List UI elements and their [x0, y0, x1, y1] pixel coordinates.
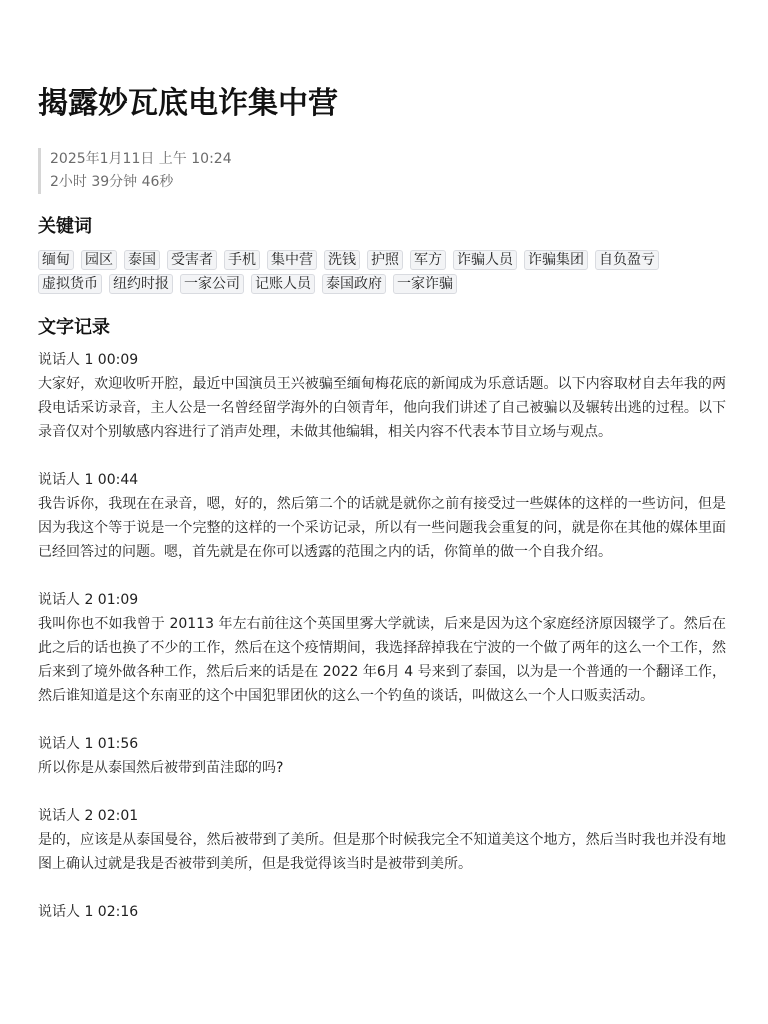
keyword-tag: 泰国 [124, 250, 160, 270]
keyword-tag: 集中营 [267, 250, 317, 270]
keyword-tag: 护照 [367, 250, 403, 270]
speaker-timestamp: 说话人 1 00:44 [38, 472, 139, 488]
keyword-tag: 纽约时报 [109, 274, 173, 294]
keyword-tag: 缅甸 [38, 250, 74, 270]
keyword-tag: 洗钱 [324, 250, 360, 270]
speaker-timestamp: 说话人 2 01:09 [38, 592, 139, 608]
keyword-tag: 诈骗人员 [453, 250, 517, 270]
transcript-heading: 文字记录 [38, 317, 110, 338]
keyword-tag: 记账人员 [251, 274, 315, 294]
keyword-tag: 泰国政府 [322, 274, 386, 294]
keyword-tag: 一家公司 [180, 274, 244, 294]
keyword-tag: 手机 [224, 250, 260, 270]
speaker-timestamp: 说话人 1 01:56 [38, 736, 139, 752]
meta-block [38, 148, 730, 194]
transcript-list [38, 348, 730, 924]
speaker-timestamp: 说话人 2 02:01 [38, 808, 139, 824]
transcript-entry [38, 732, 730, 780]
keyword-tag: 自负盈亏 [595, 250, 659, 270]
transcript-entry [38, 348, 730, 444]
transcript-text: 大家好，欢迎收听开腔，最近中国演员王兴被骗至缅甸梅花底的新闻成为乐意话题。以下内容取材自去年我的两段电话采访录音，主人公是一名曾经留学海外的白领青年，他向我们讲述了自己被骗以及辗转出逃的过程。以下录音仅对个别敏感内容进行了消声处理，未做其他编辑，相关内容不代表本节目立场与观点。 [38, 376, 726, 440]
keyword-tag: 一家诈骗 [393, 274, 457, 294]
keywords-heading: 关键词 [38, 216, 92, 237]
transcript-entry [38, 588, 730, 708]
transcript-entry [38, 468, 730, 564]
keyword-tag: 园区 [81, 250, 117, 270]
speaker-timestamp: 说话人 1 00:09 [38, 352, 139, 368]
keyword-tag: 军方 [410, 250, 446, 270]
transcript-entry [38, 804, 730, 876]
keyword-tag: 受害者 [167, 250, 217, 270]
recording-duration: 2小时 39分钟 46秒 [50, 174, 174, 190]
transcript-text: 是的，应该是从泰国曼谷，然后被带到了美所。但是那个时候我完全不知道美这个地方，然后当时我也并没有地图上确认过就是我是否被带到美所，但是我觉得该当时是被带到美所。 [38, 832, 726, 872]
page-title: 揭露妙瓦底电诈集中营 [38, 86, 338, 121]
transcript-text: 所以你是从泰国然后被带到苗洼邸的吗? [38, 760, 284, 776]
keyword-list [38, 250, 728, 294]
keyword-tag: 诈骗集团 [524, 250, 588, 270]
recording-datetime: 2025年1月11日 上午 10:24 [50, 151, 232, 167]
transcript-entry [38, 900, 730, 924]
keyword-tag: 虚拟货币 [38, 274, 102, 294]
speaker-timestamp: 说话人 1 02:16 [38, 904, 139, 920]
transcript-text: 我告诉你，我现在在录音，嗯，好的，然后第二个的话就是就你之前有接受过一些媒体的这样的一些访问，但是因为我这个等于说是一个完整的这样的一个采访记录，所以有一些问题我会重复的问，就是你在其他的媒体里面已经回答过的问题。嗯，首先就是在你可以透露的范围之内的话，你简单的做一个自我介绍。 [38, 496, 726, 560]
transcript-text: 我叫你也不如我曾于 20113 年左右前往这个英国里雾大学就读，后来是因为这个家庭经济原因辍学了。然后在此之后的话也换了不少的工作，然后在这个疫情期间，我选择辞掉我在宁波的一个做了两年的这么一个工作，然后来到了境外做各种工作，然后后来的话是在 2022 年6月 4 号来到了泰国，以为是一个普通的一个翻译工作，然后谁知道是这个东南亚的这个中国犯罪团伙的这么一个钓鱼的谈话，叫做这么一个人口贩卖活动。 [38, 616, 726, 704]
